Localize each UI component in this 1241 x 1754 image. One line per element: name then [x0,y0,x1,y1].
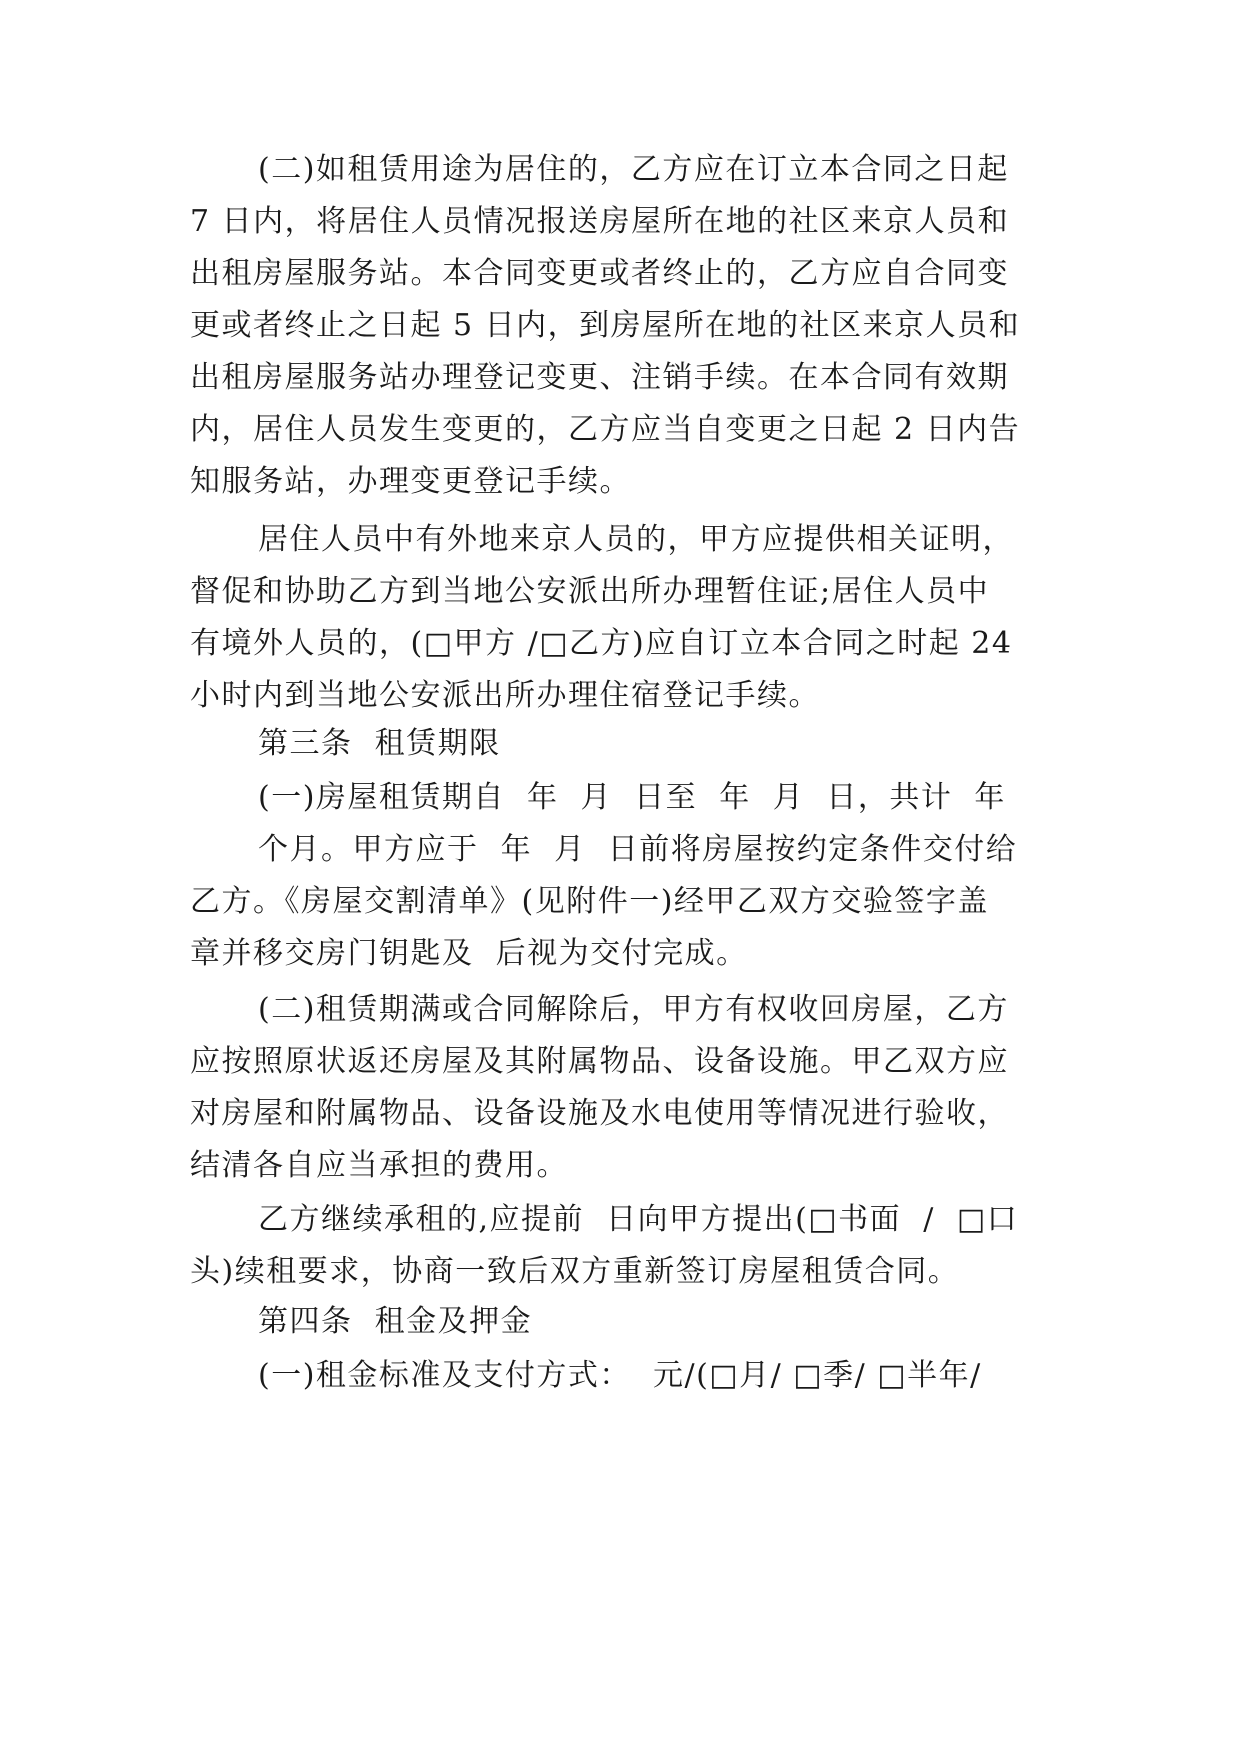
text-line-15: 乙方。《房屋交割清单》(见附件一)经甲乙双方交验签字盖 [190,884,989,919]
text-line-17: (二)租赁期满或合同解除后，甲方有权收回房屋，乙方 [258,992,1009,1027]
text-line-22: 头)续租要求，协商一致后双方重新签订房屋租赁合同。 [190,1254,960,1289]
text-line-13: (一)房屋租赁期自 年 月 日至 年 月 日，共计 年 [258,780,1006,815]
text-line-8: 居住人员中有外地来京人员的，甲方应提供相关证明， [258,522,1014,557]
text-line-19: 对房屋和附属物品、设备设施及水电使用等情况进行验收， [190,1096,1009,1131]
text-line-5: 出租房屋服务站办理登记变更、注销手续。在本合同有效期 [190,360,1009,395]
text-line-7: 知服务站，办理变更登记手续。 [190,464,631,499]
text-line-10: 有境外人员的，(□甲方 /□乙方)应自订立本合同之时起 24 [190,626,1013,661]
text-line-2: 7 日内，将居住人员情况报送房屋所在地的社区来京人员和 [190,204,1010,239]
text-line-1: (二)如租赁用途为居住的，乙方应在订立本合同之日起 [258,152,1009,187]
text-line-20: 结清各自应当承担的费用。 [190,1148,568,1183]
text-line-14: 个月。甲方应于 年 月 日前将房屋按约定条件交付给 [258,832,1018,867]
text-line-4: 更或者终止之日起 5 日内，到房屋所在地的社区来京人员和 [190,308,1021,343]
text-line-6: 内，居住人员发生变更的，乙方应当自变更之日起 2 日内告 [190,412,1021,447]
text-line-3: 出租房屋服务站。本合同变更或者终止的，乙方应自合同变 [190,256,1009,291]
section-heading-article-4: 第四条 租金及押金 [258,1304,533,1339]
text-line-18: 应按照原状返还房屋及其附属物品、设备设施。甲乙双方应 [190,1044,1009,1079]
text-line-9: 督促和协助乙方到当地公安派出所办理暂住证;居住人员中 [190,574,990,609]
text-line-11: 小时内到当地公安派出所办理住宿登记手续。 [190,678,820,713]
section-heading-article-3: 第三条 租赁期限 [258,726,501,761]
text-line-21: 乙方继续承租的,应提前 日向甲方提出(□书面 / □口 [258,1202,1019,1237]
text-line-24: (一)租金标准及支付方式： 元/(□月/ □季/ □半年/ [258,1358,982,1393]
text-line-16: 章并移交房门钥匙及 后视为交付完成。 [190,936,748,971]
